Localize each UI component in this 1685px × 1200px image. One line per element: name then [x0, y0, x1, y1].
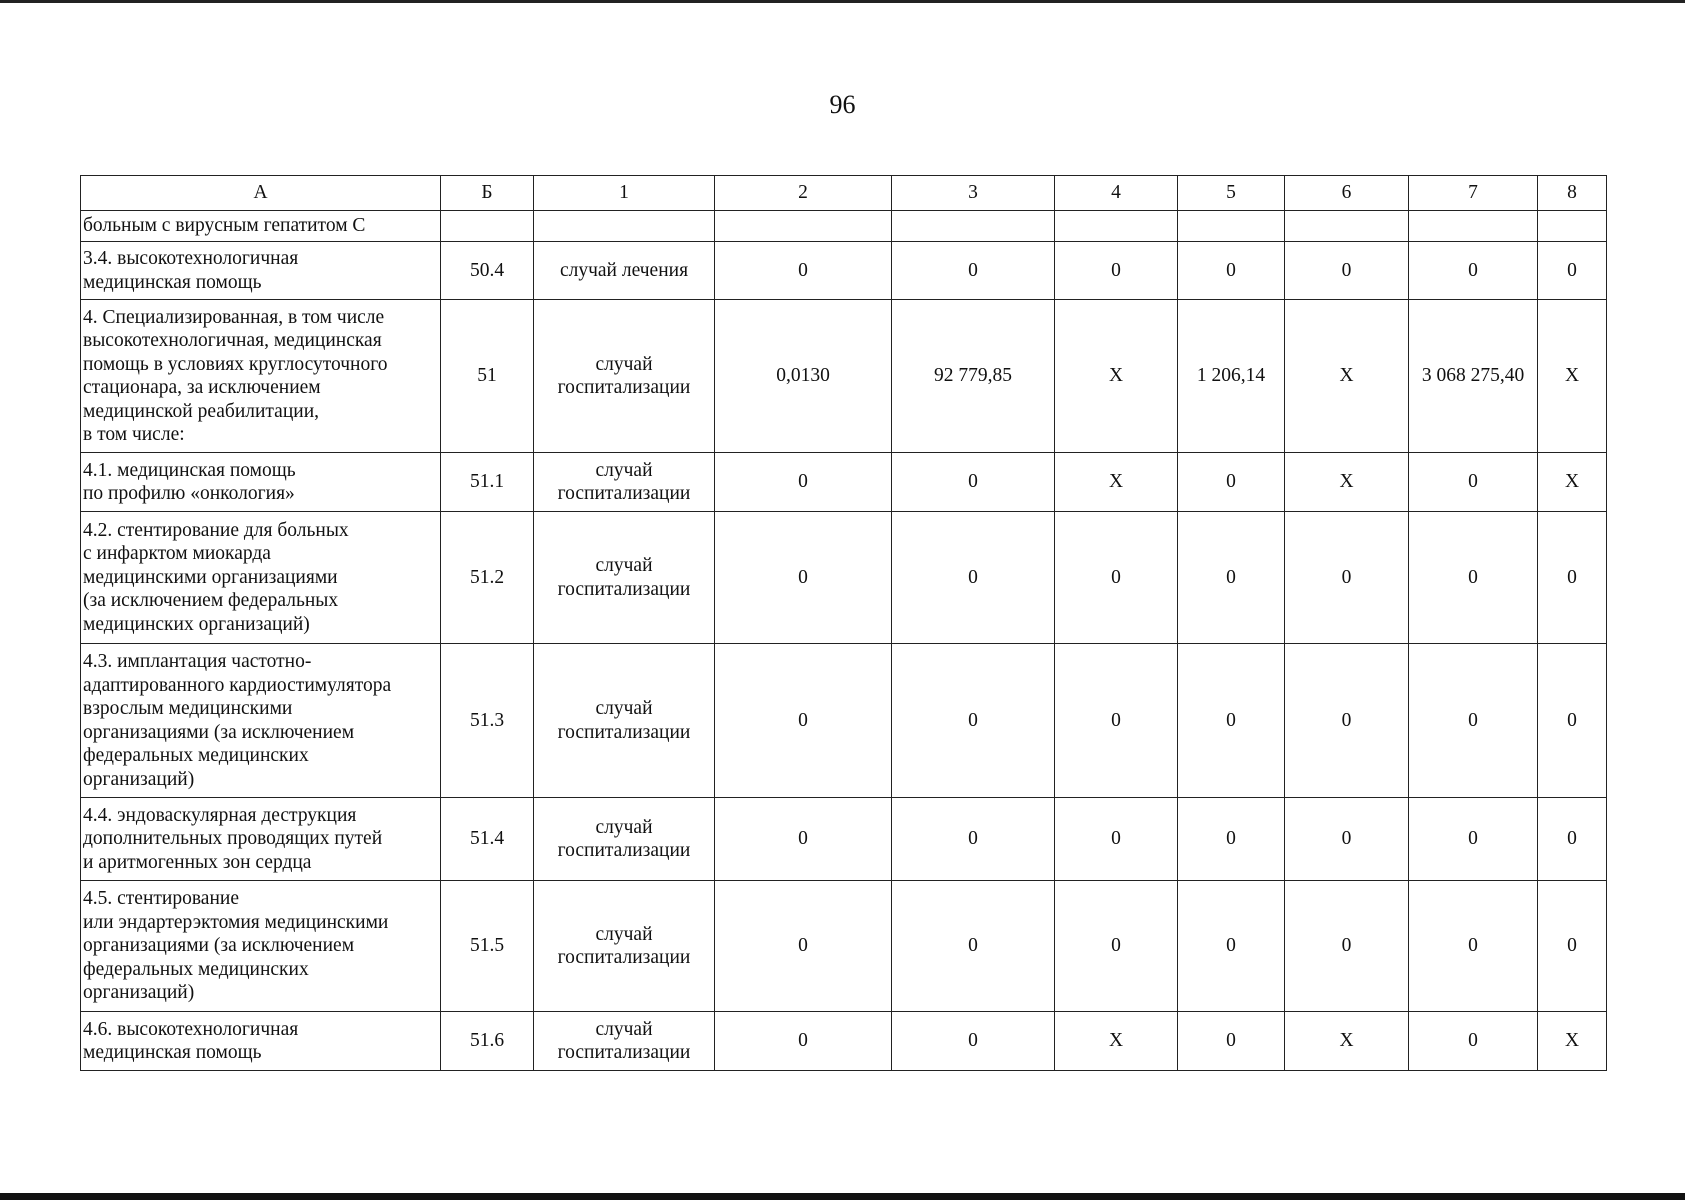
table-header-row	[81, 176, 1607, 211]
value-cell-col2: 0	[715, 644, 892, 798]
header-cell-7: 7	[1409, 176, 1538, 211]
value-cell-col5: 0	[1178, 798, 1285, 881]
table-row	[81, 881, 1607, 1012]
value-cell-col8: 0	[1538, 242, 1607, 300]
value-cell-col6: Х	[1285, 300, 1409, 453]
value-cell-col5: 0	[1178, 881, 1285, 1012]
value-cell-col6: 0	[1285, 881, 1409, 1012]
value-cell-col7: 3 068 275,40	[1409, 300, 1538, 453]
value-cell-col8: 0	[1538, 798, 1607, 881]
value-cell-col6: 0	[1285, 798, 1409, 881]
value-cell-col6: 0	[1285, 644, 1409, 798]
table-row	[81, 798, 1607, 881]
value-cell-col6: Х	[1285, 453, 1409, 512]
value-cell-col7: 0	[1409, 512, 1538, 644]
row-name-cell: 4.3. имплантация частотно- адаптированного кардиостимулятора взрослым медицинскими организациями (за исключением федеральных медицинских организаций)	[81, 644, 441, 798]
value-cell-col7: 0	[1409, 881, 1538, 1012]
value-cell-col2: 0	[715, 512, 892, 644]
header-cell-3: 3	[892, 176, 1055, 211]
row-code-cell	[441, 211, 534, 242]
value-cell-col4: 0	[1055, 512, 1178, 644]
row-unit-cell: случай госпитализации	[534, 512, 715, 644]
row-name-cell: 4.4. эндоваскулярная деструкция дополнительных проводящих путей и аритмогенных зон сердца	[81, 798, 441, 881]
value-cell-col3: 92 779,85	[892, 300, 1055, 453]
row-name-cell: 4.5. стентирование или эндартерэктомия медицинскими организациями (за исключением федеральных медицинских организаций)	[81, 881, 441, 1012]
value-cell-col8	[1538, 211, 1607, 242]
value-cell-col8: Х	[1538, 453, 1607, 512]
value-cell-col2: 0	[715, 1012, 892, 1071]
header-cell-1: 1	[534, 176, 715, 211]
value-cell-col2: 0	[715, 242, 892, 300]
header-cell-2: 2	[715, 176, 892, 211]
value-cell-col3	[892, 211, 1055, 242]
value-cell-col3: 0	[892, 644, 1055, 798]
value-cell-col7	[1409, 211, 1538, 242]
row-unit-cell: случай госпитализации	[534, 1012, 715, 1071]
table-row	[81, 644, 1607, 798]
row-unit-cell: случай госпитализации	[534, 798, 715, 881]
row-name-cell: 4.1. медицинская помощь по профилю «онкология»	[81, 453, 441, 512]
value-cell-col4: Х	[1055, 300, 1178, 453]
value-cell-col3: 0	[892, 242, 1055, 300]
value-cell-col8: Х	[1538, 1012, 1607, 1071]
row-code-cell: 51.4	[441, 798, 534, 881]
value-cell-col5: 1 206,14	[1178, 300, 1285, 453]
row-code-cell: 51.5	[441, 881, 534, 1012]
value-cell-col5: 0	[1178, 1012, 1285, 1071]
value-cell-col5: 0	[1178, 512, 1285, 644]
value-cell-col3: 0	[892, 512, 1055, 644]
header-cell-a: А	[81, 176, 441, 211]
row-code-cell: 51.3	[441, 644, 534, 798]
row-name-cell: 3.4. высокотехнологичная медицинская помощь	[81, 242, 441, 300]
value-cell-col3: 0	[892, 881, 1055, 1012]
value-cell-col5: 0	[1178, 453, 1285, 512]
value-cell-col7: 0	[1409, 798, 1538, 881]
row-unit-cell: случай госпитализации	[534, 300, 715, 453]
row-code-cell: 51	[441, 300, 534, 453]
table-row	[81, 242, 1607, 300]
scan-bottom-edge	[0, 1193, 1685, 1200]
row-name-cell: 4. Специализированная, в том числе высокотехнологичная, медицинская помощь в условиях круглосуточного стационара, за исключением медицинской реабилитации, в том числе:	[81, 300, 441, 453]
value-cell-col4: Х	[1055, 1012, 1178, 1071]
header-cell-b: Б	[441, 176, 534, 211]
row-name-cell: 4.2. стентирование для больных с инфарктом миокарда медицинскими организациями (за исключением федеральных медицинских организаций)	[81, 512, 441, 644]
value-cell-col4	[1055, 211, 1178, 242]
row-unit-cell: случай госпитализации	[534, 644, 715, 798]
row-unit-cell: случай госпитализации	[534, 881, 715, 1012]
row-name-cell: больным с вирусным гепатитом С	[81, 211, 441, 242]
row-code-cell: 50.4	[441, 242, 534, 300]
value-cell-col7: 0	[1409, 644, 1538, 798]
value-cell-col2: 0	[715, 798, 892, 881]
header-cell-6: 6	[1285, 176, 1409, 211]
value-cell-col5: 0	[1178, 242, 1285, 300]
value-cell-col4: 0	[1055, 644, 1178, 798]
table-row	[81, 1012, 1607, 1071]
value-cell-col6: 0	[1285, 512, 1409, 644]
table-row	[81, 211, 1607, 242]
value-cell-col7: 0	[1409, 242, 1538, 300]
row-code-cell: 51.2	[441, 512, 534, 644]
value-cell-col6	[1285, 211, 1409, 242]
value-cell-col8: Х	[1538, 300, 1607, 453]
header-cell-8: 8	[1538, 176, 1607, 211]
value-cell-col4: 0	[1055, 881, 1178, 1012]
row-code-cell: 51.1	[441, 453, 534, 512]
header-cell-5: 5	[1178, 176, 1285, 211]
value-cell-col8: 0	[1538, 881, 1607, 1012]
data-table	[80, 175, 1607, 1071]
value-cell-col8: 0	[1538, 644, 1607, 798]
row-name-cell: 4.6. высокотехнологичная медицинская помощь	[81, 1012, 441, 1071]
row-unit-cell: случай госпитализации	[534, 453, 715, 512]
value-cell-col3: 0	[892, 798, 1055, 881]
table-row	[81, 512, 1607, 644]
table-row	[81, 300, 1607, 453]
header-cell-4: 4	[1055, 176, 1178, 211]
page-number: 96	[829, 90, 856, 119]
value-cell-col7: 0	[1409, 1012, 1538, 1071]
value-cell-col3: 0	[892, 1012, 1055, 1071]
value-cell-col4: 0	[1055, 798, 1178, 881]
table-row	[81, 453, 1607, 512]
value-cell-col2: 0	[715, 453, 892, 512]
value-cell-col4: 0	[1055, 242, 1178, 300]
value-cell-col7: 0	[1409, 453, 1538, 512]
row-unit-cell: случай лечения	[534, 242, 715, 300]
value-cell-col8: 0	[1538, 512, 1607, 644]
value-cell-col4: Х	[1055, 453, 1178, 512]
value-cell-col6: 0	[1285, 242, 1409, 300]
value-cell-col2: 0,0130	[715, 300, 892, 453]
value-cell-col2: 0	[715, 881, 892, 1012]
scan-top-edge	[0, 0, 1685, 3]
value-cell-col6: Х	[1285, 1012, 1409, 1071]
value-cell-col5	[1178, 211, 1285, 242]
value-cell-col3: 0	[892, 453, 1055, 512]
value-cell-col2	[715, 211, 892, 242]
value-cell-col5: 0	[1178, 644, 1285, 798]
row-code-cell: 51.6	[441, 1012, 534, 1071]
row-unit-cell	[534, 211, 715, 242]
